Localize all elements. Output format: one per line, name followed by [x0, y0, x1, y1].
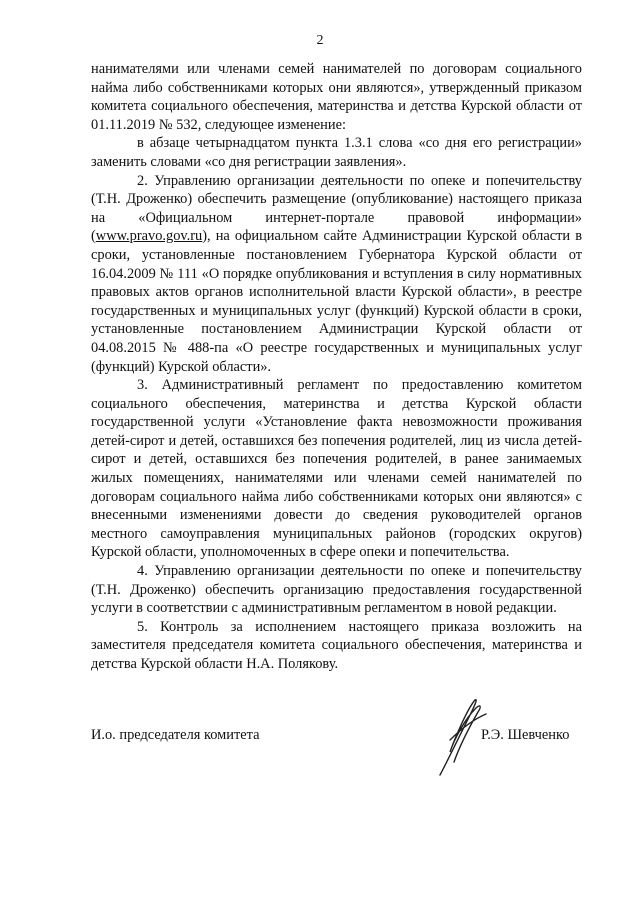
paragraph-2-text-a: 2. Управлению организации деятельности по опеке и попечительству (Т.Н. Дроженко) обеспечить размещение (опубликование) настоящего приказа на «Официальном интернет-портале правовой информации» (	[91, 172, 582, 245]
paragraph-4: 4. Управлению организации деятельности по опеке и попечительству (Т.Н. Дроженко) обеспечить организацию предоставления государственной услуги в соответствии с административным регламентом в новой редакции.	[91, 563, 582, 617]
paragraph-continuation: нанимателями или членами семей нанимателей по договорам социального найма либо собственниками которых они являются», утвержденный приказом комитета социального обеспечения, материнства и детства Курской области от 01.11.2019 № 532, следующее изменение:	[91, 61, 582, 133]
paragraph-2-text-b: ), на официальном сайте Администрации Курской области в сроки, установленные постановлением Губернатора Курской области от 16.04.2009 № 111 «О порядке опубликования и вступления в силу нормативных правовых актов органов исполнительной власти Курской области», в реестре государственных и муниципальных услуг (функций) Курской области в сроки, установленные постановлением Администрации Курской области от 04.08.2015 № 488-па «О реестре государственных и муниципальных услуг (функций) Курской области».	[91, 228, 582, 375]
paragraph-2	[91, 172, 582, 377]
signatory-title: И.о. председателя комитета	[91, 727, 260, 743]
paragraph-5: 5. Контроль за исполнением настоящего приказа возложить на заместителя председателя комитета социального обеспечения, материнства и детства Курской области Н.А. Полякову.	[91, 618, 582, 672]
signatory-name: Р.Э. Шевченко	[481, 727, 570, 743]
pravo-gov-link[interactable]: www.pravo.gov.ru	[95, 228, 203, 245]
paragraph-amendment: в абзаце четырнадцатом пункта 1.3.1 слова «со дня его регистрации» заменить словами «со дня регистрации заявления».	[91, 135, 582, 170]
document-body	[91, 60, 582, 674]
paragraph-3: 3. Административный регламент по предоставлению комитетом социального обеспечения, материнства и детства Курской области государственной услуги «Установление факта невозможности проживания детей-сирот и детей, оставшихся без попечения родителей, лиц из числа детей-сирот и детей, оставшихся без попечения родителей, в ранее занимаемых жилых помещениях, нанимателями или членами семей нанимателей по договорам социального найма либо собственниками которых они являются» с внесенными изменениями довести до сведения руководителей органов местного самоуправления муниципальных районов (городских округов) Курской области, уполномоченных в сфере опеки и попечительства.	[91, 377, 582, 561]
page-number: 2	[316, 33, 324, 48]
